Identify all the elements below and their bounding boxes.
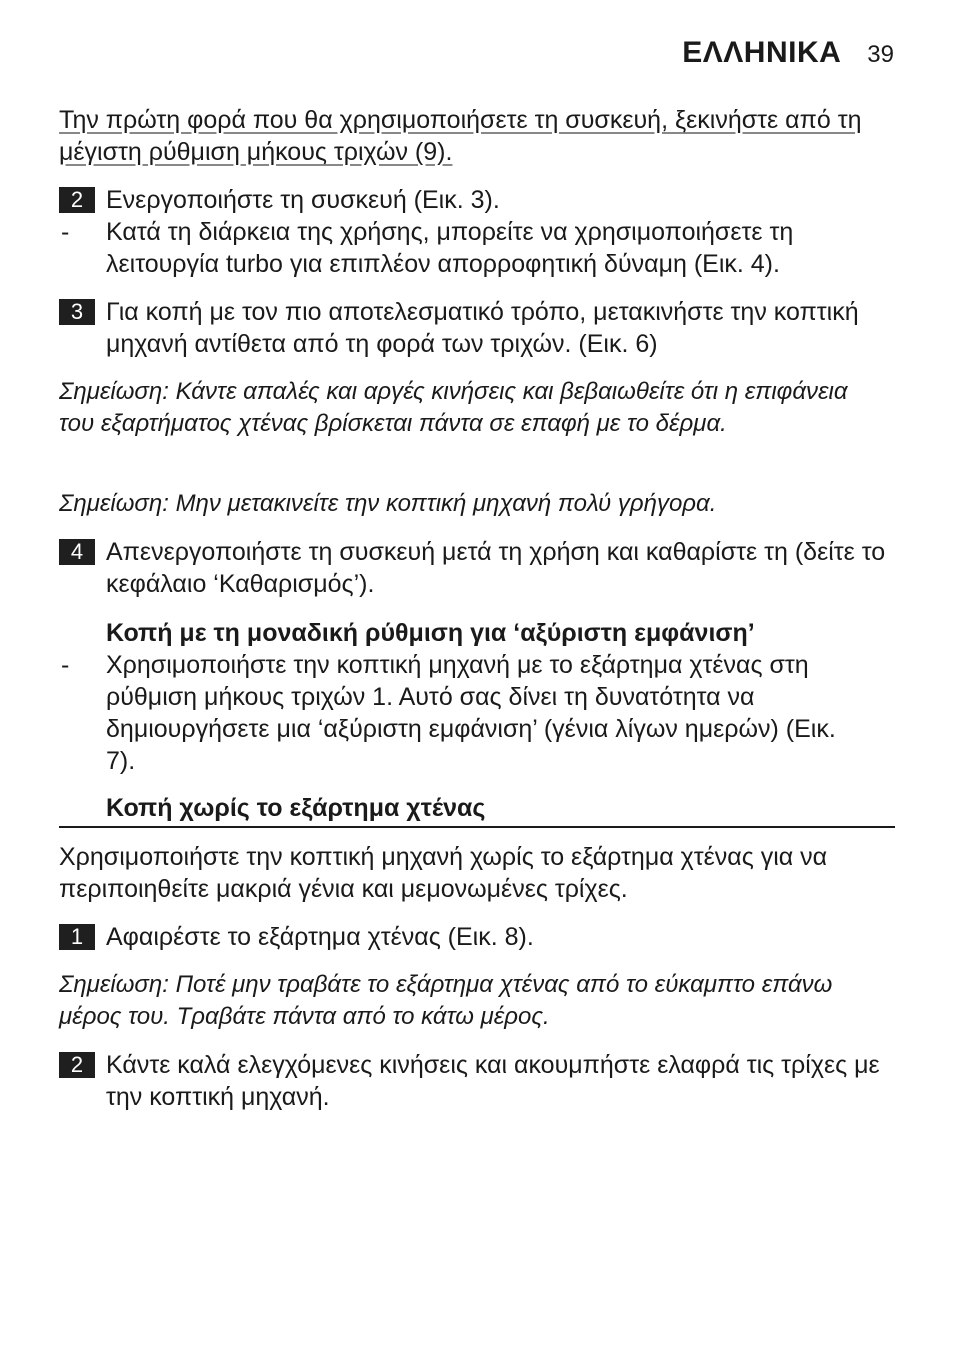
- page-header: [682, 36, 894, 70]
- section-divider: [59, 826, 895, 828]
- page-number: 39: [867, 41, 894, 68]
- step-text: Κάντε καλά ελεγχόμενες κινήσεις και ακουμπήστε ελαφρά τις τρίχες με την κοπτική μηχανή.: [106, 1051, 880, 1111]
- bullet-dash: -: [61, 218, 70, 246]
- step-2: [59, 184, 899, 216]
- step-number: 3: [59, 299, 95, 325]
- note-pull-comb: Σημείωση: Ποτέ μην τραβάτε το εξάρτημα χτένας από το εύκαμπτο επάνω μέρος του. Τραβάτε πάντα από το κάτω μέρος.: [59, 971, 833, 1030]
- bullet-text: Χρησιμοποιήστε την κοπτική μηχανή με το εξάρτημα χτένας στη ρύθμιση μήκους τριχών 1. Αυτό σας δίνει τη δυνατότητα να δημιουργήσετε μια ‘αξύριστη εμφάνιση’ (γένια λίγων ημερών) (Εικ. 7).: [106, 651, 836, 775]
- bullet-turbo: [59, 216, 869, 280]
- step-text: Αφαιρέστε το εξάρτημα χτένας (Εικ. 8).: [106, 923, 534, 951]
- step-3: [59, 296, 899, 360]
- step-b2: [59, 1049, 899, 1113]
- step-text: Ενεργοποιήστε τη συσκευή (Εικ. 3).: [106, 186, 500, 214]
- step-b1: [59, 921, 899, 953]
- step-number: 1: [59, 924, 95, 950]
- note-not-too-fast: Σημείωση: Μην μετακινείτε την κοπτική μηχανή πολύ γρήγορα.: [59, 490, 717, 517]
- note-gentle-movements: Σημείωση: Κάντε απαλές και αργές κινήσεις και βεβαιωθείτε ότι η επιφάνεια του εξαρτήματος χτένας βρίσκεται πάντα σε επαφή με το δέρμα.: [59, 378, 848, 437]
- heading-without-comb: Κοπή χωρίς το εξάρτημα χτένας: [106, 794, 486, 822]
- step-number: 2: [59, 187, 95, 213]
- language-label: ΕΛΛΗΝΙΚΑ: [682, 36, 842, 69]
- bullet-stubble: [59, 649, 849, 777]
- bullet-dash: -: [61, 651, 70, 679]
- step-number: 4: [59, 539, 95, 565]
- step-text: Απενεργοποιήστε τη συσκευή μετά τη χρήση και καθαρίστε τη (δείτε το κεφάλαιο ‘Καθαρισμός’).: [106, 538, 886, 598]
- bullet-text: Κατά τη διάρκεια της χρήσης, μπορείτε να χρησιμοποιήσετε τη λειτουργία turbo για επιπλέον απορροφητική δύναμη (Εικ. 4).: [106, 218, 794, 278]
- without-comb-intro: Χρησιμοποιήστε την κοπτική μηχανή χωρίς το εξάρτημα χτένας για να περιποιηθείτε μακριά γένια και μεμονωμένες τρίχες.: [59, 843, 828, 903]
- first-use-instruction: Την πρώτη φορά που θα χρησιμοποιήσετε τη συσκευή, ξεκινήστε από τη μέγιστη ρύθμιση μήκους τριχών (9).: [59, 106, 862, 166]
- step-4: [59, 536, 899, 600]
- step-number: 2: [59, 1052, 95, 1078]
- step-text: Για κοπή με τον πιο αποτελεσματικό τρόπο, μετακινήστε την κοπτική μηχανή αντίθετα από τη φορά των τριχών. (Εικ. 6): [106, 298, 859, 358]
- heading-stubble-look: Κοπή με τη μοναδική ρύθμιση για ‘αξύριστη εμφάνιση’: [106, 619, 755, 647]
